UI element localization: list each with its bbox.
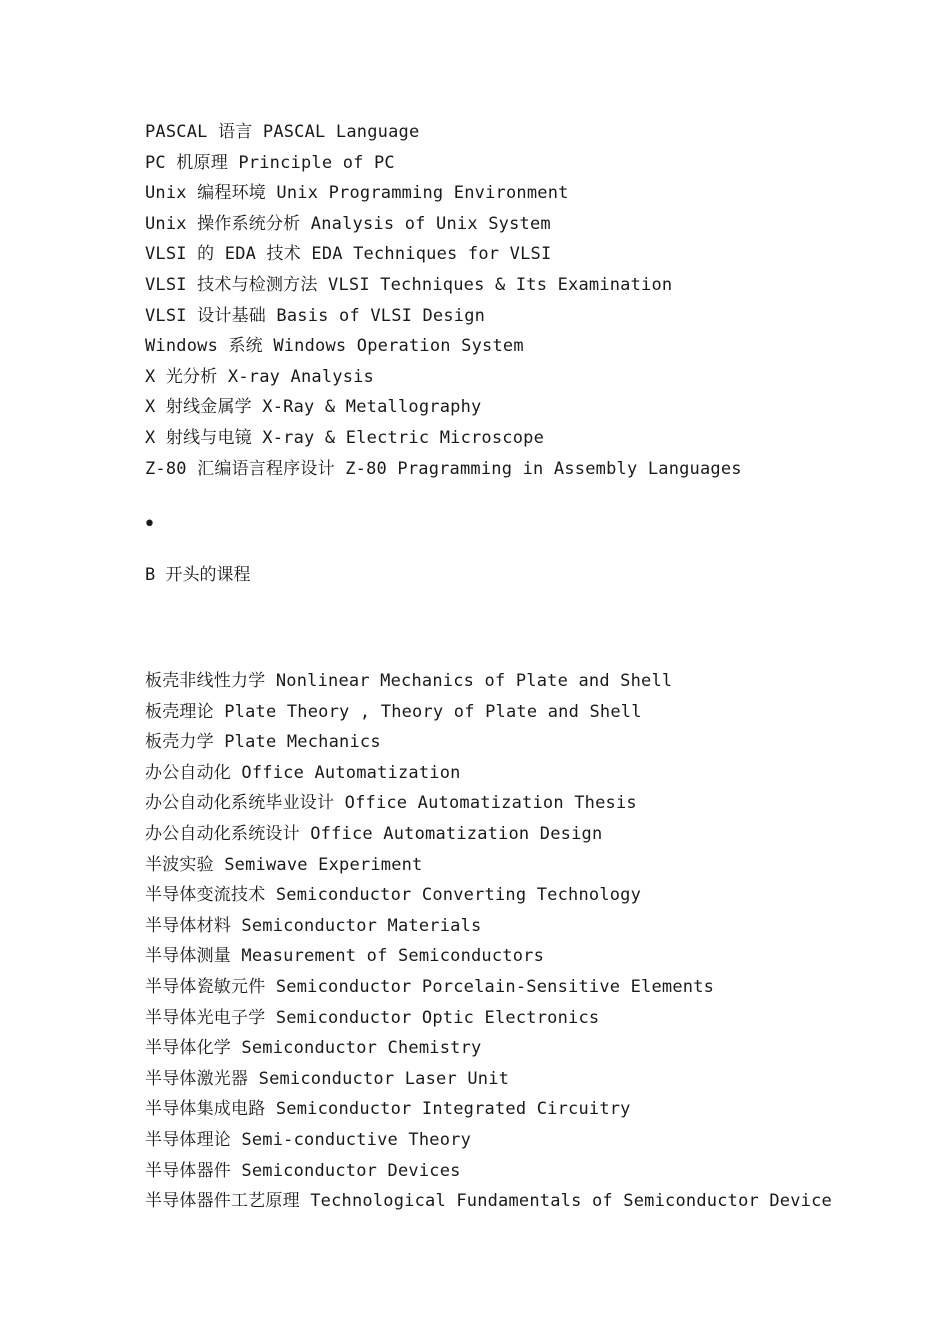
course-entry: VLSI 技术与检测方法 VLSI Techniques & Its Examination	[145, 274, 673, 295]
course-entry: X 射线与电镜 X-ray & Electric Microscope	[145, 427, 545, 448]
course-entry: 板壳理论 Plate Theory , Theory of Plate and Shell	[145, 701, 642, 722]
course-entry: 板壳非线性力学 Nonlinear Mechanics of Plate and Shell	[145, 671, 673, 691]
bullet-marker: •	[143, 512, 156, 537]
course-entry: 半波实验 Semiwave Experiment	[145, 854, 423, 875]
course-entry: 半导体光电子学 Semiconductor Optic Electronics	[145, 1007, 600, 1028]
course-entry: 半导体理论 Semi-conductive Theory	[145, 1129, 472, 1150]
course-entry: 办公自动化系统设计 Office Automatization Design	[145, 823, 603, 844]
course-entry: 板壳力学 Plate Mechanics	[145, 732, 381, 753]
course-entry: 半导体激光器 Semiconductor Laser Unit	[145, 1068, 510, 1089]
course-entry: 办公自动化 Office Automatization	[145, 762, 461, 783]
course-entry: 办公自动化系统毕业设计 Office Automatization Thesis	[145, 793, 637, 814]
course-entry: Unix 操作系统分析 Analysis of Unix System	[145, 213, 551, 234]
course-entry: 半导体测量 Measurement of Semiconductors	[145, 946, 545, 967]
course-entry: Z-80 汇编语言程序设计 Z-80 Pragramming in Assembly Languages	[145, 458, 742, 479]
course-entry: X 射线金属学 X-Ray & Metallography	[145, 397, 482, 418]
course-entry: 半导体集成电路 Semiconductor Integrated Circuitry	[145, 1099, 631, 1120]
course-list-b	[145, 666, 832, 1217]
section-heading: B 开头的课程	[145, 565, 251, 585]
course-entry: PASCAL 语言 PASCAL Language	[145, 122, 420, 142]
course-entry: Windows 系统 Windows Operation System	[145, 336, 524, 357]
course-entry: 半导体瓷敏元件 Semiconductor Porcelain-Sensitive Elements	[145, 976, 715, 997]
course-entry: 半导体化学 Semiconductor Chemistry	[145, 1038, 482, 1059]
course-list-a	[145, 117, 742, 484]
course-entry: PC 机原理 Principle of PC	[145, 152, 395, 173]
course-entry: X 光分析 X-ray Analysis	[145, 366, 374, 387]
course-entry: VLSI 设计基础 Basis of VLSI Design	[145, 305, 486, 326]
course-entry: 半导体器件工艺原理 Technological Fundamentals of Semiconductor Device	[145, 1191, 832, 1212]
course-entry: VLSI 的 EDA 技术 EDA Techniques for VLSI	[145, 244, 552, 265]
course-entry: 半导体变流技术 Semiconductor Converting Technology	[145, 885, 642, 906]
course-entry: Unix 编程环境 Unix Programming Environment	[145, 183, 569, 204]
course-entry: 半导体器件 Semiconductor Devices	[145, 1160, 461, 1181]
course-entry: 半导体材料 Semiconductor Materials	[145, 915, 482, 936]
